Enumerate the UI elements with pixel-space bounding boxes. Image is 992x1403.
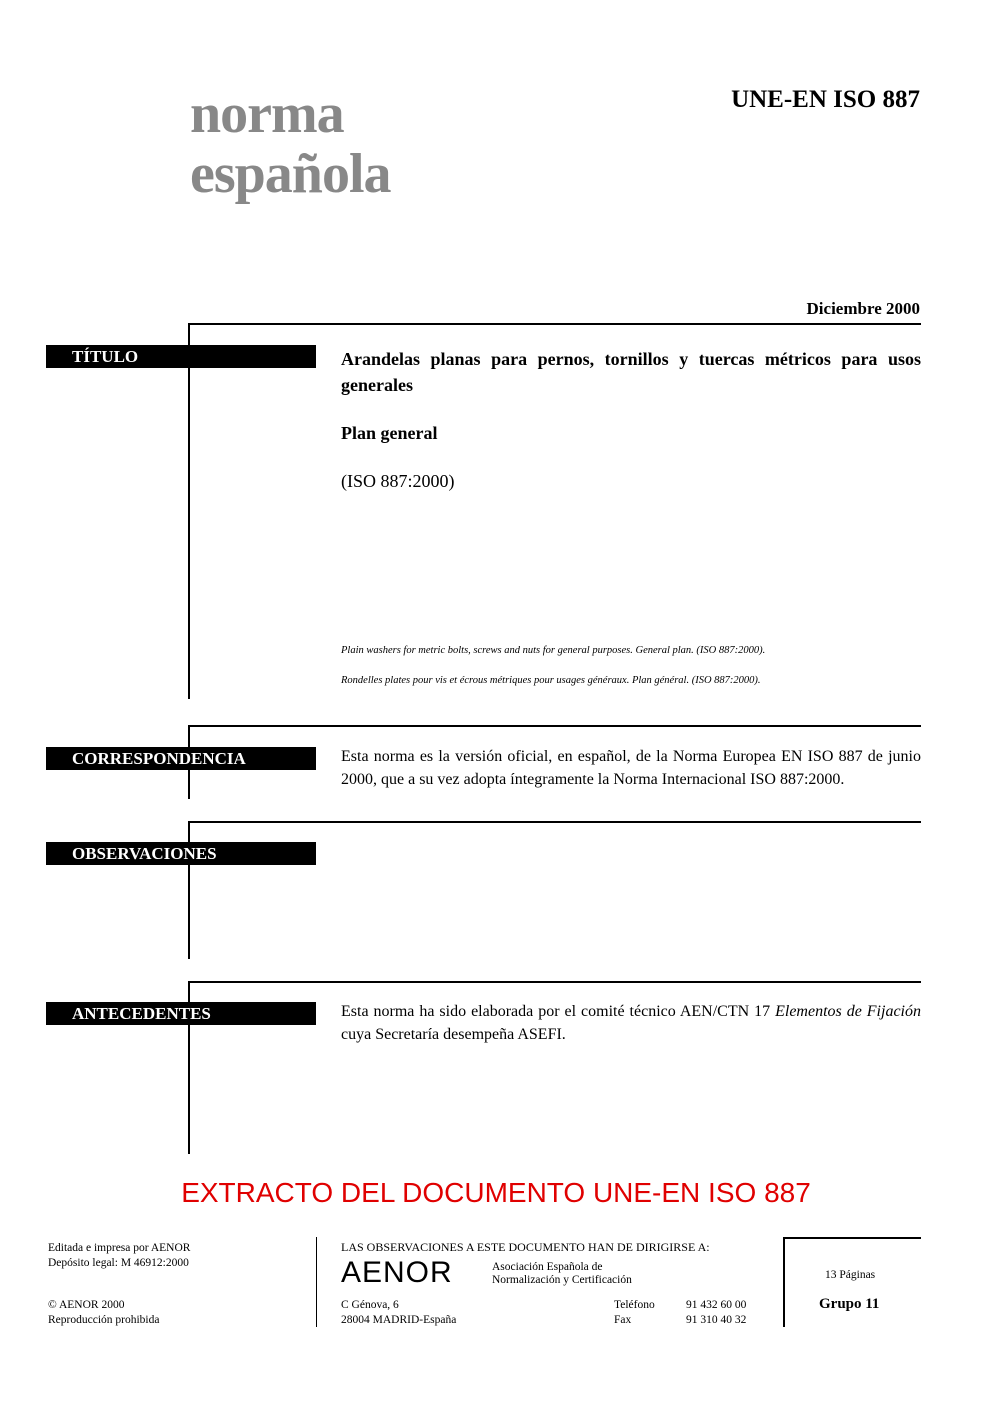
footer-edited-by: Editada e impresa por AENOR: [48, 1242, 191, 1254]
correspondencia-rule: [188, 725, 921, 727]
footer-legal-deposit: Depósito legal: M 46912:2000: [48, 1257, 189, 1269]
footer-copyright: © AENOR 2000: [48, 1299, 125, 1311]
antecedentes-text: [341, 1000, 921, 1046]
footer-right-rule: [783, 1237, 921, 1239]
aenor-logo: AENOR: [341, 1256, 453, 1289]
observaciones-rule: [188, 821, 921, 823]
norma-line-2: española: [190, 143, 391, 205]
footer-observations-heading: LAS OBSERVACIONES A ESTE DOCUMENTO HAN DE DIRIGIRSE A:: [341, 1240, 710, 1254]
footer-fax-label: Fax: [614, 1314, 632, 1326]
correspondencia-text: Esta norma es la versión oficial, en español, de la Norma Europea EN ISO 887 de junio 2000, que a su vez adopta íntegramente la Norma Internacional ISO 887:2000.: [341, 748, 921, 788]
publication-date: Diciembre 2000: [806, 299, 920, 318]
english-title: Plain washers for metric bolts, screws and nuts for general purposes. General plan. (ISO 887:2000).: [341, 645, 766, 656]
titulo-rule: [188, 323, 921, 325]
antecedentes-text-end: cuya Secretaría desempeña ASEFI.: [341, 1026, 566, 1043]
extract-notice: EXTRACTO DEL DOCUMENTO UNE-EN ISO 887: [181, 1177, 811, 1208]
norma-line-1: norma: [190, 83, 344, 145]
document-title: Arandelas planas para pernos, tornillos y tuercas métricos para usos generales: [341, 349, 921, 395]
standard-code: UNE-EN ISO 887: [731, 86, 920, 113]
footer-address-city: 28004 MADRID-España: [341, 1314, 457, 1326]
footer-phone: 91 432 60 00: [686, 1299, 747, 1311]
org-name-line-1: Asociación Española de: [492, 1261, 603, 1273]
footer-fax: 91 310 40 32: [686, 1314, 747, 1326]
footer-reproduction: Reproducción prohibida: [48, 1314, 160, 1326]
price-group: Grupo 11: [819, 1296, 880, 1312]
footer-address-street: C Génova, 6: [341, 1299, 399, 1311]
antecedentes-rule: [188, 981, 921, 983]
antecedentes-label: ANTECEDENTES: [46, 1002, 316, 1025]
footer-divider-left: [316, 1237, 317, 1327]
antecedentes-text-start: Esta norma ha sido elaborada por el comité técnico AEN/CTN 17: [341, 1003, 776, 1020]
correspondencia-label: CORRESPONDENCIA: [46, 747, 316, 770]
org-name-line-2: Normalización y Certificación: [492, 1274, 632, 1286]
french-title: Rondelles plates pour vis et écrous métriques pour usages généraux. Plan général. (ISO 887:2000).: [341, 675, 761, 686]
iso-reference: (ISO 887:2000): [341, 471, 455, 491]
titulo-label: TÍTULO: [46, 345, 316, 368]
footer-right-vrule: [783, 1237, 785, 1327]
observaciones-label: OBSERVACIONES: [46, 842, 316, 865]
document-subtitle: Plan general: [341, 423, 438, 443]
page-count: 13 Páginas: [825, 1269, 876, 1281]
footer-phone-label: Teléfono: [614, 1299, 655, 1311]
committee-name: Elementos de Fijación: [775, 1003, 921, 1020]
titulo-vrule: [188, 323, 190, 699]
